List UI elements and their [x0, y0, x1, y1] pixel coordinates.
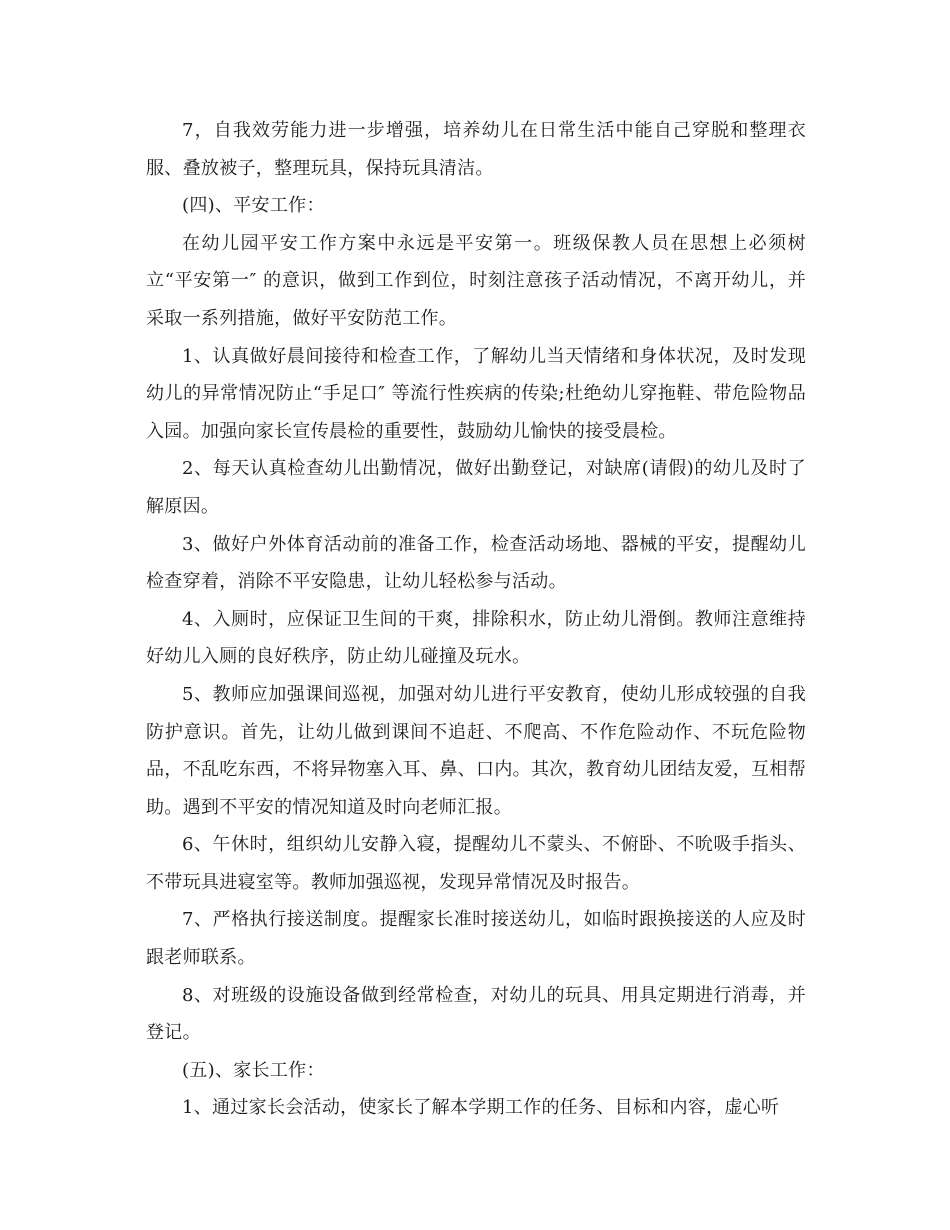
- paragraph-safety-5: 5、教师应加强课间巡视，加强对幼儿进行平安教育，使幼儿形成较强的自我防护意识。首先，让幼儿做到课间不追赶、不爬高、不作危险动作、不玩危险物品，不乱吃东西，不将异物塞入耳、鼻、口内。其次，教育幼儿团结友爱，互相帮助。遇到不平安的情况知道及时向老师汇报。: [146, 683, 806, 818]
- paragraph-safety-8: 8、对班级的设施设备做到经常检查，对幼儿的玩具、用具定期进行消毒，并登记。: [146, 984, 806, 1044]
- paragraph-self-care: 7，自我效劳能力进一步增强，培养幼儿在日常生活中能自己穿脱和整理衣服、叠放被子，整理玩具，保持玩具清洁。: [146, 120, 806, 179]
- paragraph-parents-1: 1、通过家长会活动，使家长了解本学期工作的任务、目标和内容，虚心听: [182, 1097, 780, 1119]
- paragraph-safety-intro: 在幼儿园平安工作方案中永远是平安第一。班级保教人员在思想上必须树立“平安第一″ 的意识，做到工作到位，时刻注意孩子活动情况，不离开幼儿，并采取一系列措施，做好平安防范工作。: [146, 232, 806, 329]
- document-body: [146, 112, 806, 1127]
- paragraph-safety-7: 7、严格执行接送制度。提醒家长准时接送幼儿，如临时跟换接送的人应及时跟老师联系。: [146, 909, 806, 969]
- paragraph-safety-4: 4、入厕时，应保证卫生间的干爽，排除积水，防止幼儿滑倒。教师注意维持好幼儿入厕的良好秩序，防止幼儿碰撞及玩水。: [146, 608, 806, 668]
- section-heading-safety: (四)、平安工作：: [182, 195, 325, 217]
- paragraph-safety-2: 2、每天认真检查幼儿出勤情况，做好出勤登记，对缺席(请假)的幼儿及时了解原因。: [146, 458, 806, 517]
- section-heading-parents: (五)、家长工作：: [182, 1059, 325, 1081]
- paragraph-safety-3: 3、做好户外体育活动前的准备工作，检查活动场地、器械的平安，提醒幼儿检查穿着，消除不平安隐患，让幼儿轻松参与活动。: [146, 533, 806, 593]
- paragraph-safety-6: 6、午休时，组织幼儿安静入寝，提醒幼儿不蒙头、不俯卧、不吮吸手指头、不带玩具进寝室等。教师加强巡视，发现异常情况及时报告。: [146, 834, 806, 893]
- paragraph-safety-1: 1、认真做好晨间接待和检查工作，了解幼儿当天情绪和身体状况，及时发现幼儿的异常情况防止“手足口″ 等流行性疾病的传染;杜绝幼儿穿拖鞋、带危险物品入园。加强向家长宣传晨检的重要性，鼓励幼儿愉快的接受晨检。: [146, 345, 806, 442]
